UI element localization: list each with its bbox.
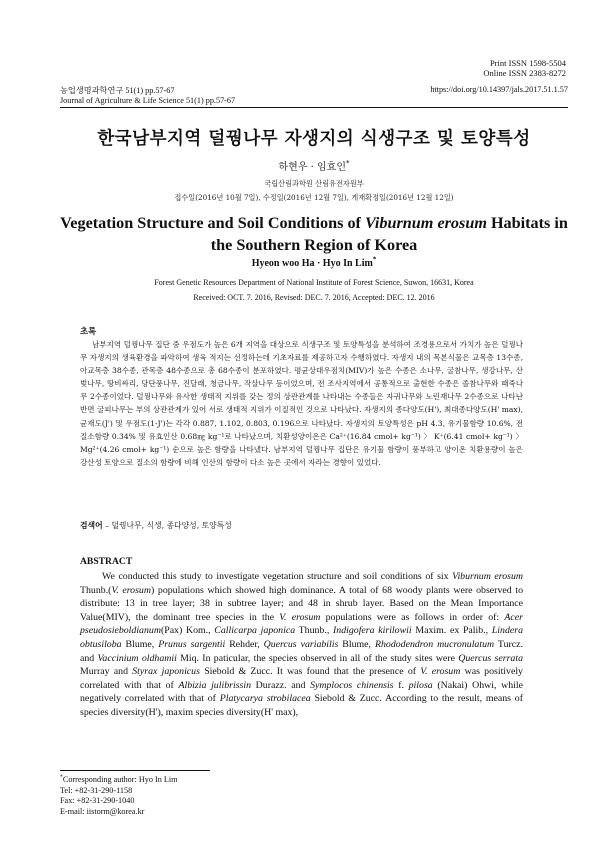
species-name: Quercus variabilis xyxy=(263,638,339,650)
species-name: Vaccinium oldhamii xyxy=(97,652,177,664)
corresponding-author: *Corresponding author: Hyo In Lim xyxy=(60,774,178,784)
dates-ko: 접수일(2016년 10월 7일), 수정일(2016년 12월 7일), 게재확정일(2016년 12월 12일) xyxy=(174,193,454,202)
species-name: V. erosum xyxy=(111,584,151,596)
issn-block xyxy=(483,58,566,78)
dates-en: Received: OCT. 7. 2016, Revised: DEC. 7. 2016, Accepted: DEC. 12. 2016 xyxy=(193,293,435,302)
abstract-ko xyxy=(80,338,523,469)
abstract-text: We conducted this study to investigate vegetation structure and soil conditions of six xyxy=(102,571,453,582)
species-name: V. erosum xyxy=(420,666,461,678)
species-name: Callicarpa japonica xyxy=(214,625,296,637)
tel: Tel: +82-31-290-1158 xyxy=(60,785,133,795)
abstract-text: Durazz. and xyxy=(251,679,311,691)
footnote xyxy=(60,775,177,817)
keywords-label: 검색어 xyxy=(80,521,103,530)
abstract-ko-body: 남부지역 덜꿩나무 집단 중 우점도가 높은 6개 지역을 대상으로 식생구조 및 토양특성을 분석하여 조경용으로서 가치가 높은 덜꿩나무 자생지의 생육환경을 파악하여 생육 적지는 선정하는데 기초자료를 제공하고자 수행하였다. 자생지 내의 목본식물은 교목층 13수종, 아교목층 38수종, 관목층 48수종으로 총 68수종이 분포하였다. 평균상대우점치(MIV)가 높은 수종은 소나무, 굴참나무, 생강나무, 산벚나무, 땅비싸리, 당단풍나무, 진달래, 청금나무, 작살나무 등이었으며, 전 조사지역에서 공통적으로 출현한 수종은 졸참나무와 때죽나무 2수종이었다. 덜꿩나무와 유사한 생태적 지위를 갖는 정의 상관관계를 나타내는 수종들은 자귀나무와 노린재나무 2수종으로 나타난 반면 굴피나무는 부의 상관관계가 있어 서로 생태적 지위가 이질적인 것으로 나타났다. 자생지의 종다양도(H'), 최대종다양도(H' max), 균재도(J') 및 우점도(1-J')는 각각 0.887, 1.102, 0.803, 0.196으로 나타났다. 자생지의 토양특성은 pH 4.3, 유기물함량 10.6%, 전질소함량 0.34% 및 유효인산 0.68㎎ kg⁻¹로 나타났으며, 치환성양이온은 Ca²⁺(16.84 cmol+ kg⁻¹) 〉 K⁺(6.41 cmol+ kg⁻¹) 〉 Mg²⁺(4.26 cmol+ kg⁻¹) 순으로 높은 함량을 나타냈다. 남부지역 덜꿩나무 집단은 유기물 함량이 풍부하고 양이온 치환용량이 높은 강산성 토양으로 질소의 함량에 비해 인산의 함량이 다소 높은 곳에서 자라는 경향이 있었다. xyxy=(80,340,524,467)
journal-name-ko: 농업생명과학연구 51(1) pp.57-67 xyxy=(60,86,175,95)
abstract-text: Siebold & Zucc. It was found that the presence of xyxy=(199,666,421,678)
species-name: Quercus serrata xyxy=(458,652,523,664)
abstract-en-body xyxy=(80,570,523,720)
abstract-en xyxy=(80,570,523,720)
abstract-text: (Nakai) Ohwi, while negatively correlated with that of xyxy=(80,679,523,705)
online-issn: Online ISSN 2383-8272 xyxy=(483,68,566,78)
email[interactable]: E-mail: iistorm@korea.kr xyxy=(60,806,145,816)
abstract-text: f. xyxy=(393,679,409,691)
species-name: Styrax japonicus xyxy=(132,666,200,678)
species-name: Viburnum erosum xyxy=(452,571,523,582)
abstract-text: Murray and xyxy=(80,666,133,678)
abstract-text: ) populations which showed high dominance. A total of 68 woody plants were observed to distribute: 13 in tree layer; 38 in subtree layer; and 48 in shrub layer. Based on the Mean Importance Value(MIV), the dominant tree species in the xyxy=(80,584,523,623)
abstract-text: Thunb.( xyxy=(80,584,112,596)
species-name: Rhododendron mucronulatum xyxy=(374,638,495,650)
abstract-text: Thunb., xyxy=(295,625,333,637)
footnote-rule xyxy=(60,770,210,771)
authors-ko: 하현우 · 임효인* xyxy=(278,159,350,173)
fax: Fax: +82-31-290-1040 xyxy=(60,796,135,806)
abstract-text: Rehder, xyxy=(225,638,264,650)
abstract-en-heading: ABSTRACT xyxy=(80,556,133,567)
running-header xyxy=(60,85,568,105)
species-name: pilosa xyxy=(408,679,433,691)
abstract-text: Blume, xyxy=(121,638,159,650)
abstract-text: Siebold & Zucc. According to the result, means of species diversity(H'), maxim species diversity(H' max), xyxy=(80,693,523,718)
doi-link[interactable]: https://doi.org/10.14397/jals.2017.51.1.57 xyxy=(430,85,568,94)
species-name: Prunus sargentii xyxy=(158,638,226,650)
abstract-text: Turcz. and xyxy=(80,638,523,664)
abstract-text: populations were as follows in order of: xyxy=(320,611,505,623)
keywords-ko xyxy=(80,520,232,531)
title-en: Vegetation Structure and Soil Conditions of Viburnum erosum Habitats in the Southern Region of Korea xyxy=(60,214,568,254)
abstract-text: Miq. In paticular, the species observed in all of the study sites were xyxy=(176,652,459,664)
abstract-text: was positively correlated with that of xyxy=(80,666,523,691)
affiliation-en: Forest Genetic Resources Department of National Institute of Forest Science, Suwon, 16631, Korea xyxy=(154,278,474,287)
species-name: Albizia julibrissin xyxy=(178,679,251,691)
species-name: Platycarya strobilacea xyxy=(219,693,311,705)
abstract-text: Maxim. ex Palib., xyxy=(411,625,492,637)
journal-name-en: Journal of Agriculture & Life Science 51(1) pp.57-67 xyxy=(60,96,236,105)
keywords-text: – 덜꿩나무, 식생, 종다양성, 토양특성 xyxy=(102,521,232,530)
species-name: Indigofera kirilowii xyxy=(333,625,412,637)
affiliation-ko: 국립산림과학원 산림유전자원부 xyxy=(264,179,364,188)
species-name: Lindera obtusiloba xyxy=(80,625,524,650)
species-name: V. erosum xyxy=(279,611,321,623)
authors-en: Hyeon woo Ha · Hyo In Lim* xyxy=(251,255,377,269)
abstract-text: (Pax) Kom., xyxy=(160,625,215,637)
abstract-text: Blume, xyxy=(338,638,375,650)
species-name: Acer pseudosieboldianum xyxy=(80,611,523,637)
print-issn: Print ISSN 1598-5504 xyxy=(489,58,566,68)
abstract-ko-heading: 초록 xyxy=(80,326,97,336)
species-name: Symplocos chinensis xyxy=(310,679,394,691)
header-rule xyxy=(60,107,568,108)
title-ko: 한국남부지역 덜꿩나무 자생지의 식생구조 및 토양특성 xyxy=(97,129,531,149)
